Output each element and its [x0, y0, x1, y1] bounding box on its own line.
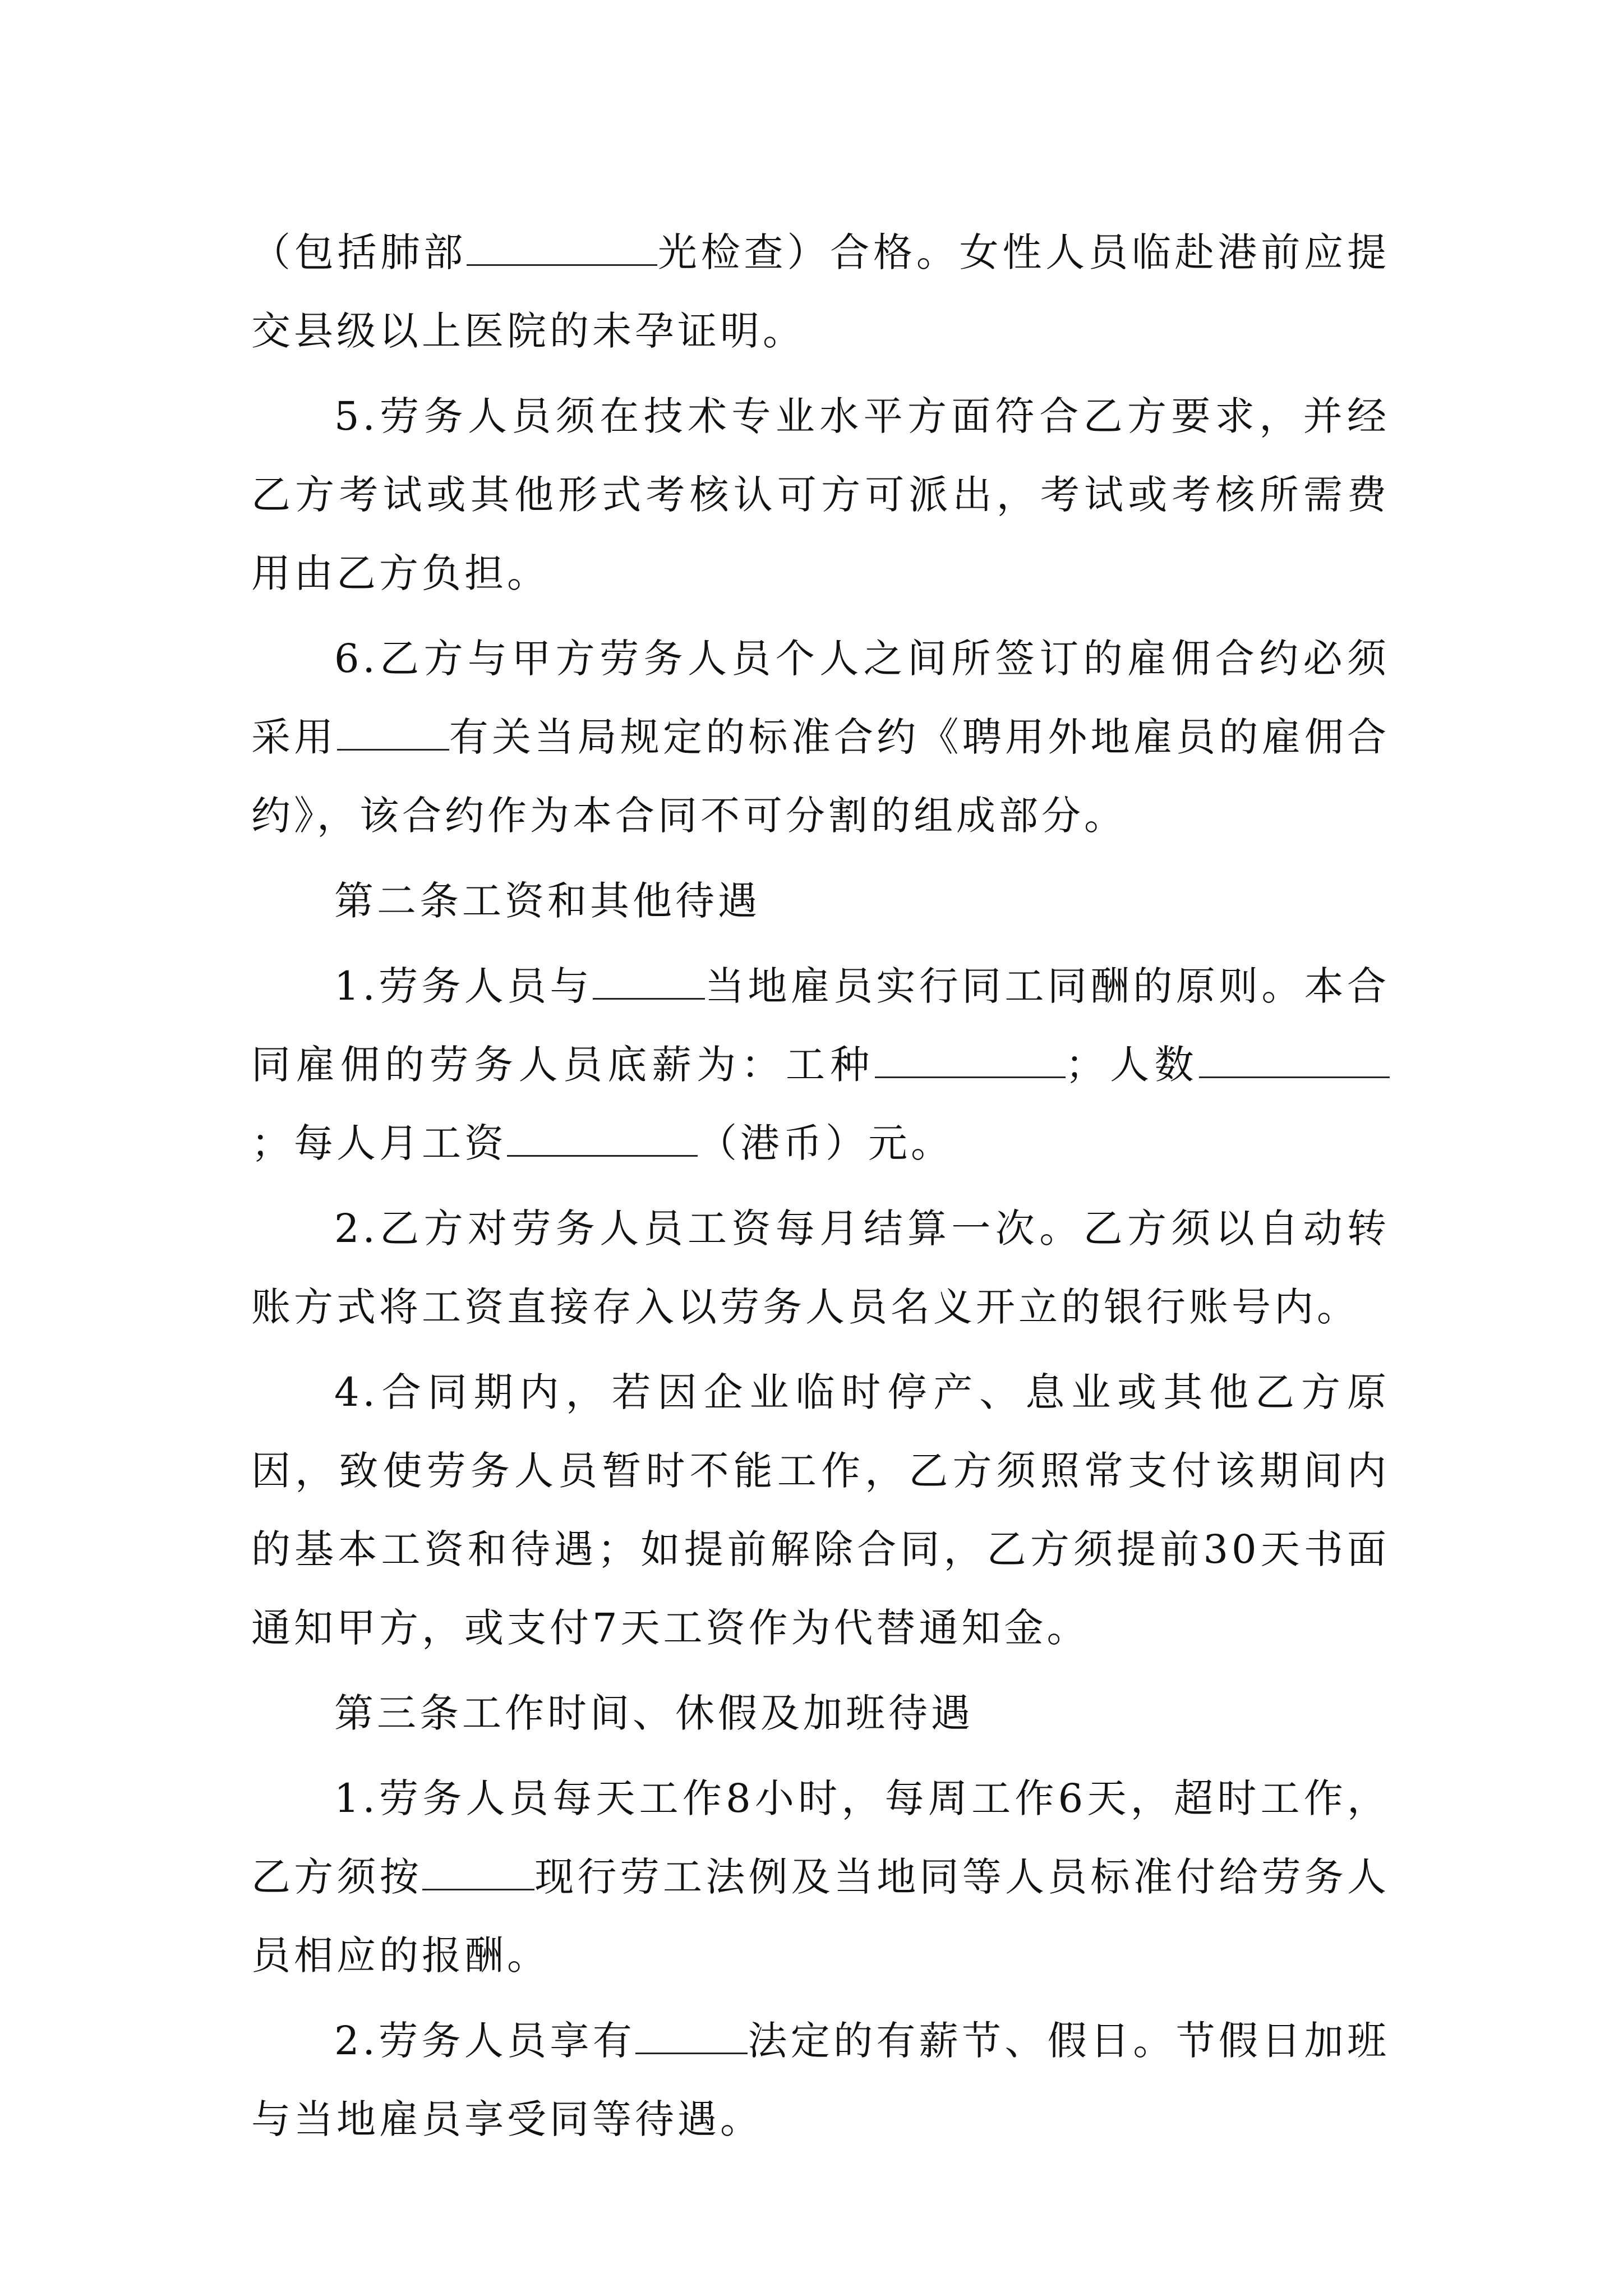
fill-in-blank: [635, 2016, 748, 2055]
paragraph-clause-5: 5.劳务人员须在技术专业水平方面符合乙方要求，并经乙方考试或其他形式考核认可方可派出，考试或考核所需费用由乙方负担。: [251, 393, 1390, 596]
paragraph-hours-clause-1: [251, 1759, 1390, 1995]
paragraph-hours-clause-2: [251, 2001, 1390, 2159]
text-segment: 有关当局规定的标准合约《聘用外地雇员的雇佣合约》，该合约作为本合同不可分割的组成部分。: [251, 714, 1390, 839]
text-segment: （包括肺部: [251, 229, 467, 275]
text-segment: 现行劳工法例及当地同等人员标准付给劳务人员相应的报酬。: [251, 1854, 1390, 1978]
paragraph-medical-check: [251, 213, 1390, 370]
text-segment: 6.乙方与甲方劳务人员个人之间所签订的雇佣合约必须采用: [251, 636, 1390, 760]
paragraph-wage-clause-2: 2.乙方对劳务人员工资每月结算一次。乙方须以自动转账方式将工资直接存入以劳务人员名义开立的银行账号内。: [251, 1205, 1390, 1330]
paragraph-clause-6: [251, 619, 1390, 855]
text-segment: 光检查）合格。女性人员临赴港前应提交县级以上医院的未孕证明。: [251, 229, 1390, 354]
fill-in-blank-monthly-wage: [507, 1118, 698, 1157]
text-segment: 法定的有薪节、假日。节假日加班与当地雇员享受同等待遇。: [251, 2018, 1390, 2142]
text-segment: ；每人月工资: [251, 1120, 507, 1166]
fill-in-blank-headcount: [1199, 1039, 1390, 1079]
text-segment: 当地雇员实行同工同酬的原则。本合同雇佣的劳务人员底薪为：工种: [251, 963, 1390, 1088]
fill-in-blank: [422, 1852, 534, 1891]
document-page: [251, 213, 1390, 2159]
text-segment: （港币）元。: [698, 1120, 953, 1166]
fill-in-blank: [337, 712, 449, 751]
text-segment: ；人数: [1065, 1042, 1200, 1088]
text-segment: 2.劳务人员享有: [334, 2018, 636, 2064]
text-segment: 1.劳务人员每天工作8小时，每周工作6天，超时工作，乙方须按: [251, 1775, 1390, 1900]
fill-in-blank: [593, 961, 705, 1000]
fill-in-blank-job-type: [875, 1039, 1066, 1079]
section-heading-article-2: 第二条工资和其他待遇: [334, 878, 760, 924]
section-heading-article-3: 第三条工作时间、休假及加班待遇: [334, 1690, 974, 1736]
text-segment: 1.劳务人员与: [334, 963, 593, 1009]
paragraph-wage-clause-4: 4.合同期内，若因企业临时停产、息业或其他乙方原因，致使劳务人员暂时不能工作，乙方须照常支付该期间内的基本工资和待遇；如提前解除合同，乙方须提前30天书面通知甲方，或支付7天工资作为代替通知金。: [251, 1369, 1390, 1651]
paragraph-wage-clause-1: [251, 947, 1390, 1182]
fill-in-blank: [467, 227, 657, 266]
